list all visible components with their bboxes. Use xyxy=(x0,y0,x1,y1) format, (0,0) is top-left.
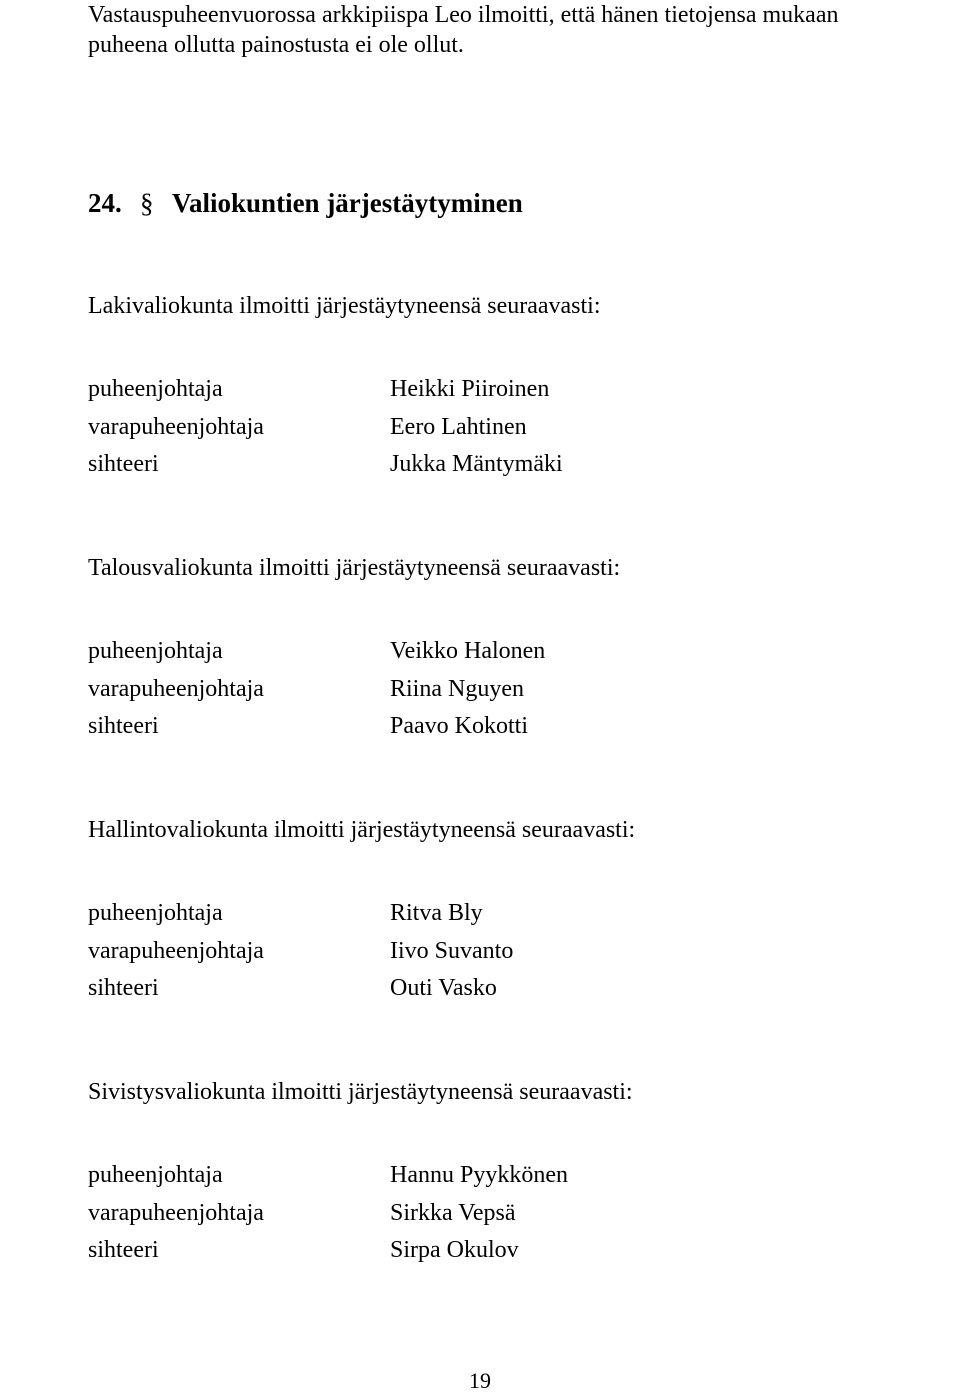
section-heading xyxy=(88,187,523,219)
member-name: Heikki Piiroinen xyxy=(390,376,550,403)
committee-block-hallinto xyxy=(88,815,948,1008)
member-name: Sirpa Okulov xyxy=(390,1237,519,1264)
member-name: Jukka Mäntymäki xyxy=(390,451,563,478)
role-label: varapuheenjohtaja xyxy=(88,937,264,964)
member-name: Paavo Kokotti xyxy=(390,713,528,740)
roster-row xyxy=(88,708,948,746)
section-number: 24. xyxy=(88,188,122,218)
roster-row xyxy=(88,1232,948,1270)
role-label: varapuheenjohtaja xyxy=(88,413,264,440)
member-name: Iivo Suvanto xyxy=(390,937,514,964)
role-label: puheenjohtaja xyxy=(88,900,223,927)
roster-row xyxy=(88,1157,948,1195)
roster-row xyxy=(88,633,948,671)
roster-row xyxy=(88,409,948,447)
role-label: sihteeri xyxy=(88,713,159,740)
roster-row xyxy=(88,895,948,933)
committee-lead: Talousvaliokunta ilmoitti järjestäytyneensä seuraavasti: xyxy=(88,555,621,581)
committee-roster xyxy=(88,633,948,746)
roster-row xyxy=(88,671,948,709)
roster-row xyxy=(88,1195,948,1233)
member-name: Outi Vasko xyxy=(390,975,497,1002)
committee-roster xyxy=(88,895,948,1008)
role-label: varapuheenjohtaja xyxy=(88,675,264,702)
intro-line-2: puheena ollutta painostusta ei ole ollut. xyxy=(88,32,464,58)
role-label: puheenjohtaja xyxy=(88,376,223,403)
committee-block-sivistys xyxy=(88,1077,948,1270)
section-mark: § xyxy=(140,188,154,218)
committee-lead: Sivistysvaliokunta ilmoitti järjestäytyneensä seuraavasti: xyxy=(88,1079,633,1105)
committee-block-talous xyxy=(88,553,948,746)
roster-row xyxy=(88,371,948,409)
intro-paragraph xyxy=(88,0,948,60)
member-name: Veikko Halonen xyxy=(390,638,546,665)
roster-row xyxy=(88,446,948,484)
committee-roster xyxy=(88,1157,948,1270)
committee-lead: Hallintovaliokunta ilmoitti järjestäytyneensä seuraavasti: xyxy=(88,817,636,843)
member-name: Ritva Bly xyxy=(390,900,483,927)
member-name: Sirkka Vepsä xyxy=(390,1199,516,1226)
role-label: sihteeri xyxy=(88,451,159,478)
roster-row xyxy=(88,933,948,971)
page-number: 19 xyxy=(469,1368,491,1393)
role-label: sihteeri xyxy=(88,975,159,1002)
role-label: varapuheenjohtaja xyxy=(88,1199,264,1226)
roster-row xyxy=(88,970,948,1008)
committee-roster xyxy=(88,371,948,484)
member-name: Riina Nguyen xyxy=(390,675,524,702)
section-title: Valiokuntien järjestäytyminen xyxy=(172,188,523,218)
committee-block-laki xyxy=(88,291,948,484)
member-name: Hannu Pyykkönen xyxy=(390,1162,568,1189)
member-name: Eero Lahtinen xyxy=(390,413,527,440)
role-label: puheenjohtaja xyxy=(88,638,223,665)
role-label: sihteeri xyxy=(88,1237,159,1264)
committee-lead: Lakivaliokunta ilmoitti järjestäytyneensä seuraavasti: xyxy=(88,293,601,319)
role-label: puheenjohtaja xyxy=(88,1162,223,1189)
intro-line-1: Vastauspuheenvuorossa arkkipiispa Leo ilmoitti, että hänen tietojensa mukaan xyxy=(88,2,839,28)
